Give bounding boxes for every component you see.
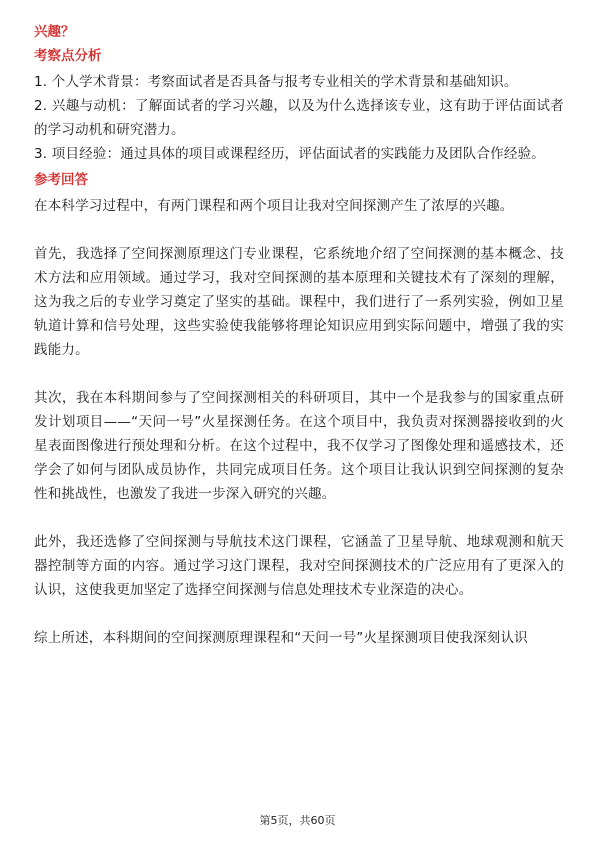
analysis-item: 3. 项目经验：通过具体的项目或课程经历，评估面试者的实践能力及团队合作经验。 (34, 146, 545, 162)
answer-paragraph: 综上所述，本科期间的空间探测原理课程和“天问一号”火星探测项目使我深刻认识 (34, 630, 528, 646)
answer-paragraph: 其次，我在本科期间参与了空间探测相关的科研项目，其中一个是我参与的国家重点研发计划项目——“天问一号”火星探测任务。在这个项目中，我负责对探测器接收到的火星表面图像进行预处理和分析。在这个过程中，我不仅学习了图像处理和遥感技术，还学会了如何与团队成员协作，共同完成项目任务。这个项目让我认识到空间探测的复杂性和挑战性，也激发了我进一步深入研究的兴趣。 (34, 390, 564, 502)
analysis-item: 2. 兴趣与动机：了解面试者的学习兴趣，以及为什么选择该专业，这有助于评估面试者的学习动机和研究潜力。 (34, 98, 564, 138)
page-number: 第5页，共60页 (259, 814, 336, 827)
question-tail-heading: 兴趣？ (34, 24, 75, 40)
analysis-item: 1. 个人学术背景：考察面试者是否具备与报考专业相关的学术背景和基础知识。 (34, 74, 518, 90)
analysis-heading: 考察点分析 (34, 48, 102, 64)
answer-paragraph: 在本科学习过程中，有两门课程和两个项目让我对空间探测产生了浓厚的兴趣。 (34, 198, 514, 214)
answer-paragraph: 此外，我还选修了空间探测与导航技术这门课程，它涵盖了卫星导航、地球观测和航天器控制等方面的内容。通过学习这门课程，我对空间探测技术的广泛应用有了更深入的认识，这使我更加坚定了选择空间探测与信息处理技术专业深造的决心。 (34, 534, 564, 598)
document-body (34, 22, 564, 650)
answer-paragraph: 首先，我选择了空间探测原理这门专业课程，它系统地介绍了空间探测的基本概念、技术方法和应用领域。通过学习，我对空间探测的基本原理和关键技术有了深刻的理解，这为我之后的专业学习奠定了坚实的基础。课程中，我们进行了一系列实验，例如卫星轨道计算和信号处理，这些实验使我能够将理论知识应用到实际问题中，增强了我的实践能力。 (34, 246, 564, 358)
answer-heading: 参考回答 (34, 172, 88, 188)
